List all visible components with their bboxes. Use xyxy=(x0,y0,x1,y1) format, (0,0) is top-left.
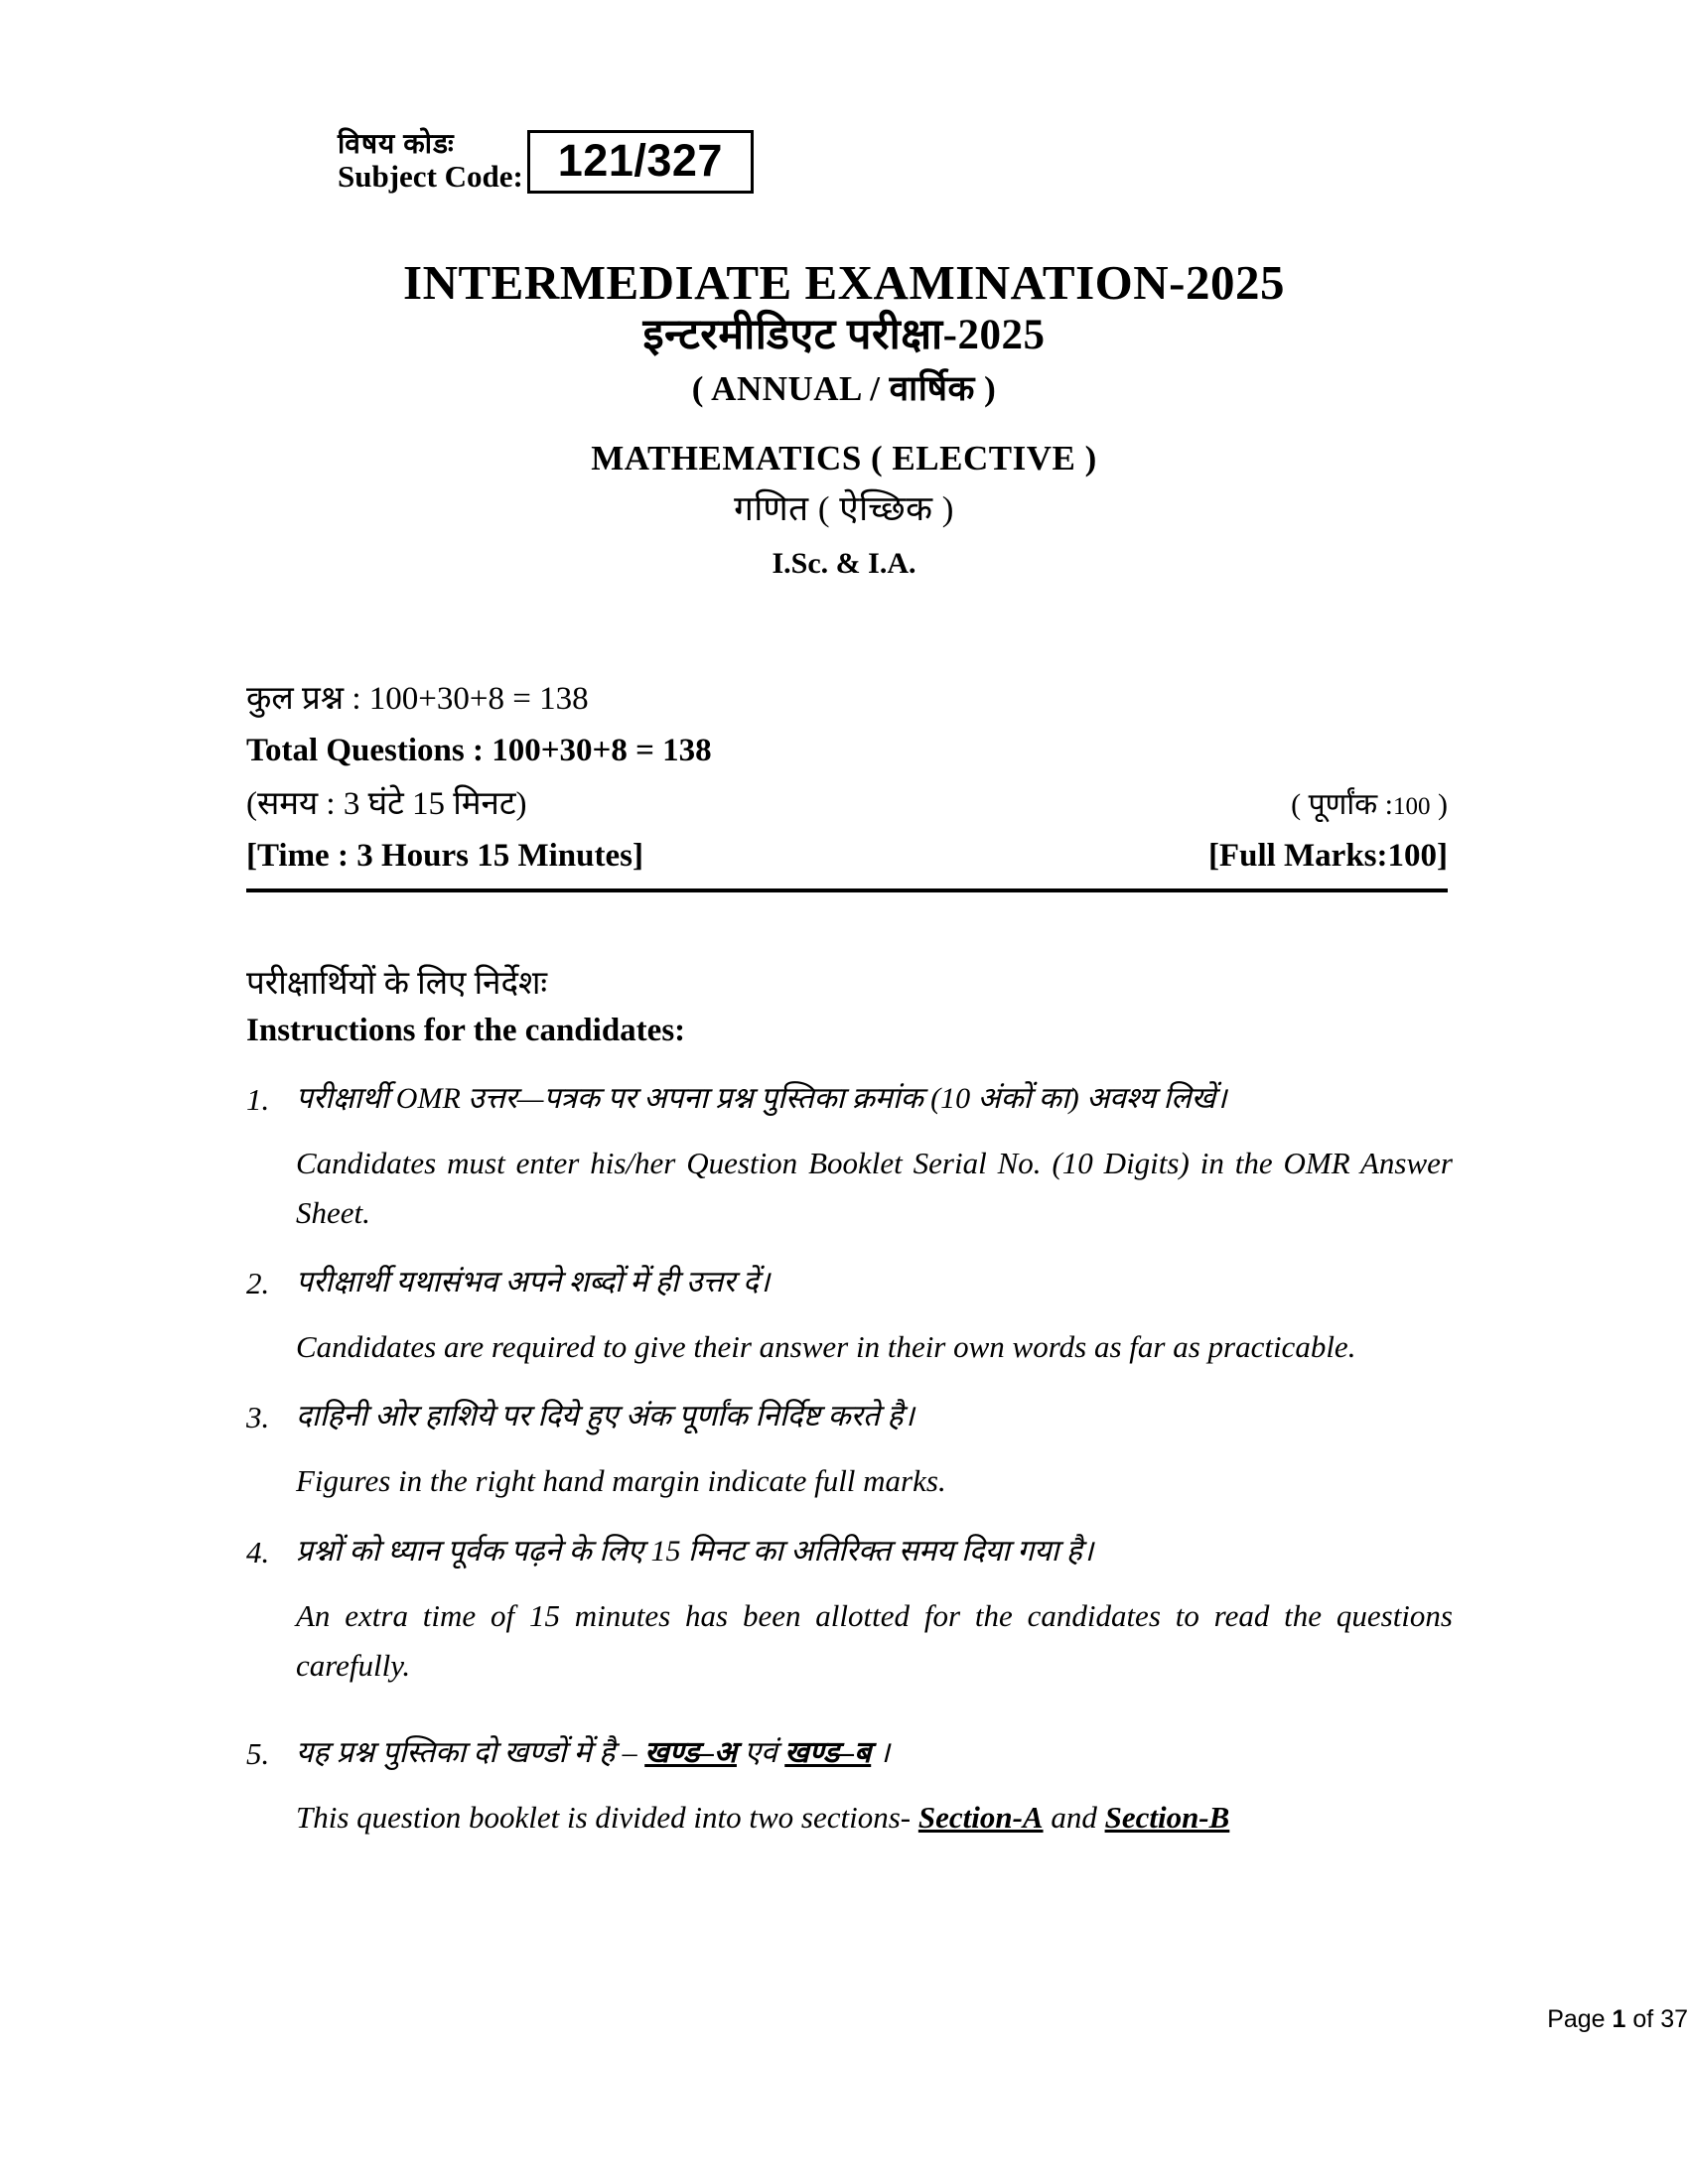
instruction-item xyxy=(246,1730,1453,1843)
full-marks-hindi-suffix: ) xyxy=(1430,787,1448,821)
instruction-text-hindi: दाहिनी ओर हाशिये पर दिये हुए अंक पूर्णांक निर्दिष्ट करते है। xyxy=(296,1400,914,1433)
instruction-text-english: Figures in the right hand margin indicate full marks. xyxy=(296,1463,946,1499)
page-total: 37 xyxy=(1660,2005,1688,2033)
instruction-number: 4. xyxy=(246,1534,270,1570)
time-english: [Time : 3 Hours 15 Minutes] xyxy=(246,837,643,874)
subject-title-hindi: गणित ( ऐच्छिक ) xyxy=(734,488,954,528)
exam-meta-block xyxy=(246,673,1448,892)
subject-code-block xyxy=(338,129,754,195)
header-divider xyxy=(246,888,1448,892)
full-marks-english: [Full Marks:100] xyxy=(1207,837,1448,874)
full-marks-hindi-prefix: ( पूर्णांक : xyxy=(1291,787,1393,821)
page-label-prefix: Page xyxy=(1547,2005,1613,2033)
full-marks-hindi xyxy=(1291,782,1448,823)
instructions-block xyxy=(246,961,1453,1843)
subject-code-box xyxy=(527,130,754,194)
page-label-middle: of xyxy=(1625,2005,1661,2033)
total-questions-english-row xyxy=(246,725,1448,777)
exam-session-label: ( ANNUAL / वार्षिक ) xyxy=(691,369,997,409)
time-hindi: (समय : 3 घंटे 15 मिनट) xyxy=(246,785,527,822)
instruction-text-english: Candidates are required to give their answer in their own words as far as practicable. xyxy=(296,1329,1356,1365)
total-questions-hindi-row xyxy=(246,673,1448,725)
title-block xyxy=(0,256,1688,588)
time-and-marks-hindi-row xyxy=(246,778,1448,830)
instruction-item xyxy=(246,1260,1453,1372)
section-b-label-english: Section-B xyxy=(1104,1800,1230,1836)
instruction-text-hindi: प्रश्नों को ध्यान पूर्वक पढ़ने के लिए 15 मिनट का अतिरिक्त समय दिया गया है। xyxy=(296,1534,1094,1568)
instruction-item xyxy=(246,1076,1453,1238)
section-a-label-english: Section-A xyxy=(917,1800,1044,1836)
instruction-hindi-suffix: । xyxy=(871,1736,891,1770)
subject-title-english: MATHEMATICS ( ELECTIVE ) xyxy=(591,439,1097,478)
instruction-text-english xyxy=(296,1793,1453,1843)
instruction-body xyxy=(296,1394,1453,1506)
exam-title-hindi: इन्टरमीडिएट परीक्षा-2025 xyxy=(642,311,1046,358)
instruction-number: 3. xyxy=(246,1400,270,1435)
subject-code-label-english: Subject Code: xyxy=(338,159,523,195)
exam-title-english: INTERMEDIATE EXAMINATION-2025 xyxy=(403,255,1285,310)
instruction-number: 5. xyxy=(246,1736,270,1772)
full-marks-hindi-value: 100 xyxy=(1393,792,1431,820)
instruction-text-hindi xyxy=(296,1730,1453,1775)
instructions-heading-hindi: परीक्षार्थियों के लिए निर्देशः xyxy=(246,966,548,1002)
instruction-english-conjunction: and xyxy=(1043,1800,1105,1836)
page-footer xyxy=(0,2005,1688,2034)
instruction-hindi-conjunction: एवं xyxy=(736,1736,785,1770)
instruction-number: 1. xyxy=(246,1081,270,1117)
section-b-label-hindi: खण्ड–ब xyxy=(784,1736,872,1770)
instruction-english-prefix: This question booklet is divided into two sections- xyxy=(296,1800,918,1836)
stream-label: I.Sc. & I.A. xyxy=(772,547,916,581)
instruction-body xyxy=(296,1730,1453,1843)
time-and-marks-english-row xyxy=(246,830,1448,883)
instruction-item xyxy=(246,1529,1453,1691)
instruction-hindi-prefix: यह प्रश्न पुस्तिका दो खण्डों में है – xyxy=(296,1736,645,1770)
instructions-heading-english: Instructions for the candidates: xyxy=(246,1012,686,1048)
instruction-text-hindi: परीक्षार्थी यथासंभव अपने शब्दों में ही उत्तर दें। xyxy=(296,1266,771,1299)
page-number: 1 xyxy=(1612,2005,1626,2033)
total-questions-hindi: कुल प्रश्न : 100+30+8 = 138 xyxy=(246,681,589,717)
instruction-body xyxy=(296,1076,1453,1238)
instruction-item xyxy=(246,1394,1453,1506)
subject-code-labels xyxy=(338,129,523,195)
instruction-text-hindi: परीक्षार्थी OMR उत्तर—पत्रक पर अपना प्रश्न पुस्तिका क्रमांक (10 अंकों का) अवश्य लिखें। xyxy=(296,1081,1227,1115)
instruction-text-english: An extra time of 15 minutes has been allotted for the candidates to read the questions carefully. xyxy=(296,1597,1453,1683)
total-questions-english: Total Questions : 100+30+8 = 138 xyxy=(246,733,712,769)
instruction-body xyxy=(296,1260,1453,1372)
instruction-number: 2. xyxy=(246,1266,270,1301)
section-a-label-hindi: खण्ड–अ xyxy=(644,1736,737,1770)
subject-code-label-hindi: विषय कोडः xyxy=(338,129,455,160)
subject-code-value: 121/327 xyxy=(557,135,723,187)
instruction-text-english: Candidates must enter his/her Question Booklet Serial No. (10 Digits) in the OMR Answer Sheet. xyxy=(296,1145,1453,1230)
instruction-body xyxy=(296,1529,1453,1691)
